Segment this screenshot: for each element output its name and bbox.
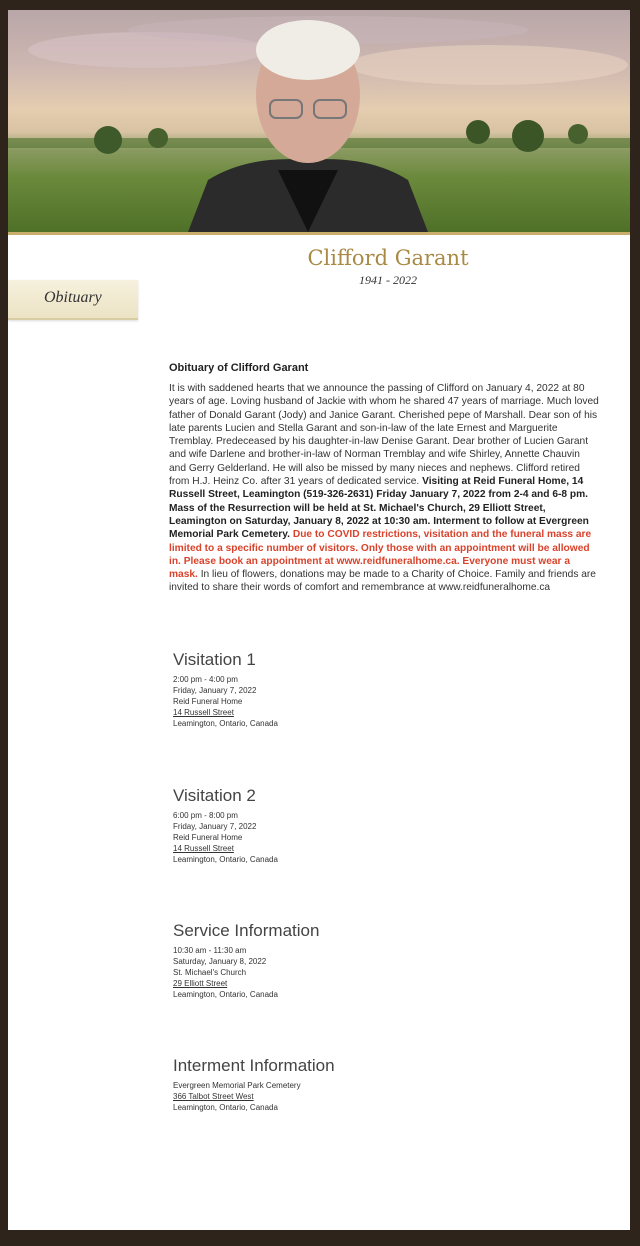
visitation-2-street-link[interactable]: 14 Russell Street xyxy=(173,844,234,853)
visitation-2-section xyxy=(173,786,473,865)
visitation-1-street-link[interactable]: 14 Russell Street xyxy=(173,708,234,717)
obituary-paragraph: It is with saddened hearts that we announce the passing of Clifford on January 4, 2022 at 80 years of age. Loving husband of Jackie with whom he shared 47 years of marriage. Much loved father of Donald Garant (Jody) and Janice Garant. Cherished pepe of Marshall. Dear son of his late parents Lucien and Stella Garant and son-in-law of the late Ernest and Marguerite Tremblay. Predeceased by his daughter-in-law Denise Garant. Dear brother of Lucien Garant and wife Darlene and brother-in-law of Norman Tremblay and wife Shirley, Annette Chauvin and Gerry Gelderland. He will also be missed by many nieces and nephews. Clifford retired from H.J. Heinz Co. after 31 years of dedicated service. xyxy=(169,383,599,488)
visitation-1-heading: Visitation 1 xyxy=(173,650,256,669)
service-street-link[interactable]: 29 Elliott Street xyxy=(173,979,228,988)
visitation-1-place: Reid Funeral Home xyxy=(173,697,243,706)
visitation-2-place: Reid Funeral Home xyxy=(173,833,243,842)
visitation-1-section xyxy=(173,650,473,729)
obituary-title: Obituary of Clifford Garant xyxy=(169,362,309,374)
portrait-photo xyxy=(8,10,630,232)
obituary-closing: In lieu of flowers, donations may be made to a Charity of Choice. Family and friends are invited to share their words of comfort and remembrance at www.reidfuneralhome.ca xyxy=(169,569,596,594)
banner-divider xyxy=(8,232,630,235)
interment-city: Leamington, Ontario, Canada xyxy=(173,1103,278,1112)
service-city: Leamington, Ontario, Canada xyxy=(173,990,278,999)
obituary-page xyxy=(8,10,630,1230)
interment-heading: Interment Information xyxy=(173,1056,335,1075)
service-section xyxy=(173,921,473,1000)
visitation-2-date: Friday, January 7, 2022 xyxy=(173,822,257,831)
obituary-text xyxy=(169,382,599,595)
covid-notice: Due to COVID restrictions, visitation and the funeral mass are limited to a specific number of visitors. Only those with an appointment will be allowed in. Please book an appointment at www.reidfuneralhome.ca. Everyone must wear a mask. xyxy=(169,529,592,581)
portrait-banner xyxy=(8,10,630,232)
service-place: St. Michael's Church xyxy=(173,968,247,977)
interment-place: Evergreen Memorial Park Cemetery xyxy=(173,1081,301,1090)
service-time: 10:30 am - 11:30 am xyxy=(173,946,247,955)
service-heading: Service Information xyxy=(173,921,320,940)
visitation-1-city: Leamington, Ontario, Canada xyxy=(173,719,278,728)
obituary-bold-text: Visiting at Reid Funeral Home, 14 Russell Street, Leamington (519-326-2631) Friday January 7, 2022 from 2-4 and 6-8 pm. Mass of the Resurrection will be held at St. Michael's Church, 29 Elliott Street, Leamington on Saturday, January 8, 2022 at 10:30 am. Interment to follow at Evergreen Memorial Park Cemetery. xyxy=(169,476,589,541)
service-date: Saturday, January 8, 2022 xyxy=(173,957,267,966)
visitation-2-time: 6:00 pm - 8:00 pm xyxy=(173,811,238,820)
visitation-2-city: Leamington, Ontario, Canada xyxy=(173,855,278,864)
visitation-1-date: Friday, January 7, 2022 xyxy=(173,686,257,695)
interment-section xyxy=(173,1056,473,1113)
visitation-1-time: 2:00 pm - 4:00 pm xyxy=(173,675,238,684)
tab-obituary[interactable] xyxy=(8,280,138,320)
life-dates: 1941 - 2022 xyxy=(359,273,417,287)
tab-obituary-label: Obituary xyxy=(44,289,102,306)
deceased-name: Clifford Garant xyxy=(307,246,469,270)
visitation-2-heading: Visitation 2 xyxy=(173,786,256,805)
interment-street-link[interactable]: 366 Talbot Street West xyxy=(173,1092,254,1101)
